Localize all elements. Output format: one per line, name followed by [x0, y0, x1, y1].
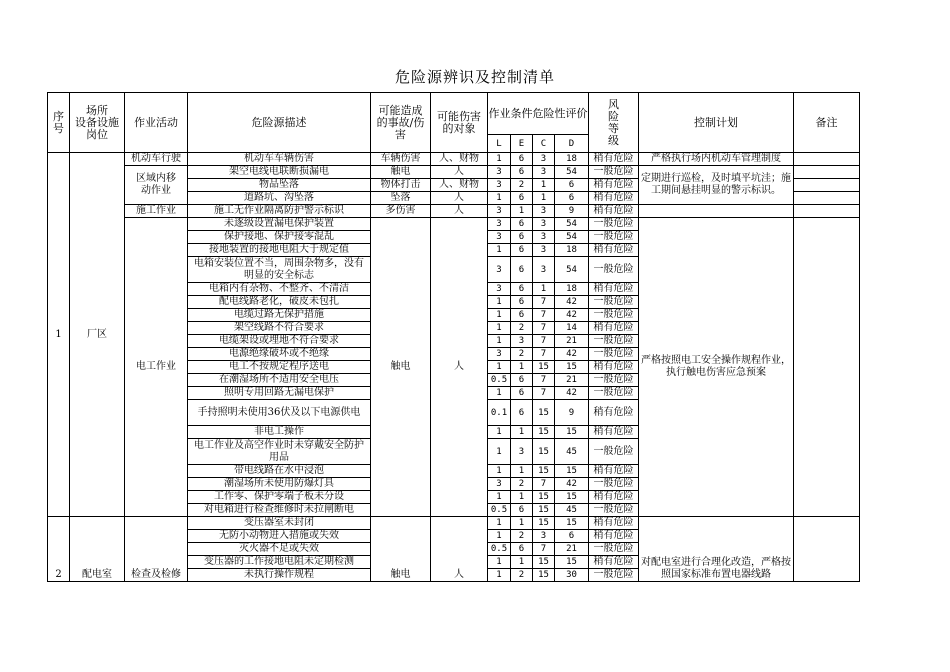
control-plan-cell	[639, 205, 794, 218]
table-row	[48, 517, 860, 530]
score-l-cell: 1	[488, 439, 511, 465]
score-l-cell: 1	[488, 192, 511, 205]
risk-level-cell: 稍有危险	[589, 283, 639, 296]
score-e-cell: 6	[511, 231, 533, 244]
score-c-cell: 3	[533, 166, 555, 179]
score-l-cell: 0.5	[488, 504, 511, 517]
risk-level-cell: 稍有危险	[589, 517, 639, 530]
header-activity: 作业活动	[125, 93, 188, 153]
risk-level-cell: 稍有危险	[589, 153, 639, 166]
header-e: E	[511, 135, 533, 153]
score-e-cell: 6	[511, 543, 533, 556]
score-d-cell: 42	[555, 348, 589, 361]
score-d-cell: 6	[555, 192, 589, 205]
score-c-cell: 7	[533, 478, 555, 491]
victim-cell: 人、财物	[431, 153, 488, 166]
score-c-cell: 3	[533, 153, 555, 166]
score-d-cell: 15	[555, 491, 589, 504]
score-e-cell: 2	[511, 179, 533, 192]
score-l-cell: 3	[488, 205, 511, 218]
seq-cell: 1	[48, 153, 70, 517]
hazard-cell: 电工不按规定程序送电	[188, 361, 371, 374]
hazard-cell: 照明专用回路无漏电保护	[188, 387, 371, 400]
score-e-cell: 6	[511, 374, 533, 387]
score-e-cell: 1	[511, 517, 533, 530]
score-d-cell: 42	[555, 478, 589, 491]
score-l-cell: 1	[488, 361, 511, 374]
score-e-cell: 3	[511, 335, 533, 348]
hazard-cell: 未执行操作规程	[188, 569, 371, 582]
hazard-cell: 物品坠落	[188, 179, 371, 192]
risk-level-cell: 一般危险	[589, 166, 639, 179]
hazard-cell: 道路坑、沟坠落	[188, 192, 371, 205]
header-l: L	[488, 135, 511, 153]
hazard-cell: 电箱安装位置不当，周围杂物多，没有明显的安全标志	[188, 257, 371, 283]
header-evaluation: 作业条件危险性评价	[488, 93, 589, 135]
risk-level-cell: 一般危险	[589, 504, 639, 517]
control-plan-cell: 严格按照电工安全操作规程作业，执行触电伤害应急预案	[639, 218, 794, 517]
hazard-cell: 非电工操作	[188, 426, 371, 439]
remark-cell	[794, 517, 860, 582]
hazard-cell: 未逐级设置漏电保护装置	[188, 218, 371, 231]
control-plan-cell: 定期进行巡检，及时填平坑洼；施工期间悬挂明显的警示标识。	[639, 166, 794, 205]
hazard-cell: 变压器室未封闭	[188, 517, 371, 530]
score-d-cell: 54	[555, 257, 589, 283]
table-row	[48, 218, 860, 231]
hazard-cell: 架空电线电联断损漏电	[188, 166, 371, 179]
score-l-cell: 3	[488, 218, 511, 231]
score-l-cell: 3	[488, 348, 511, 361]
risk-level-cell: 一般危险	[589, 335, 639, 348]
score-e-cell: 1	[511, 465, 533, 478]
risk-level-cell: 一般危险	[589, 257, 639, 283]
score-l-cell: 1	[488, 244, 511, 257]
score-e-cell: 2	[511, 569, 533, 582]
activity-cell: 区域内移 动作业	[125, 166, 188, 205]
risk-level-cell: 稍有危险	[589, 244, 639, 257]
score-e-cell: 6	[511, 192, 533, 205]
score-l-cell: 1	[488, 335, 511, 348]
score-d-cell: 15	[555, 517, 589, 530]
score-l-cell: 1	[488, 556, 511, 569]
score-e-cell: 2	[511, 322, 533, 335]
accident-cell: 触电	[371, 218, 431, 517]
score-l-cell: 1	[488, 530, 511, 543]
control-plan-cell: 严格执行场内机动车管理制度	[639, 153, 794, 166]
hazard-cell: 变压器的工作接地电阻未定期检测	[188, 556, 371, 569]
score-l-cell: 1	[488, 296, 511, 309]
hazard-cell: 配电线路老化，破皮未包扎	[188, 296, 371, 309]
header-control-plan: 控制计划	[639, 93, 794, 153]
risk-level-cell: 一般危险	[589, 478, 639, 491]
score-c-cell: 3	[533, 205, 555, 218]
score-c-cell: 7	[533, 296, 555, 309]
score-l-cell: 1	[488, 387, 511, 400]
score-l-cell: 1	[488, 465, 511, 478]
score-l-cell: 1	[488, 517, 511, 530]
score-c-cell: 15	[533, 465, 555, 478]
score-c-cell: 3	[533, 244, 555, 257]
hazard-cell: 电缆架设或埋地不符合要求	[188, 335, 371, 348]
risk-level-cell: 一般危险	[589, 348, 639, 361]
hazard-cell: 电缆过路无保护措施	[188, 309, 371, 322]
score-l-cell: 1	[488, 153, 511, 166]
score-d-cell: 15	[555, 361, 589, 374]
risk-level-cell: 稍有危险	[589, 179, 639, 192]
score-c-cell: 1	[533, 179, 555, 192]
score-d-cell: 54	[555, 231, 589, 244]
risk-level-cell: 一般危险	[589, 231, 639, 244]
remark-cell	[794, 166, 860, 179]
hazard-cell: 保护接地、保护接零混乱	[188, 231, 371, 244]
hazard-cell: 潮湿场所未使用防爆灯具	[188, 478, 371, 491]
score-e-cell: 6	[511, 218, 533, 231]
hazard-table	[47, 92, 860, 582]
hazard-cell: 电源绝缘破坏或不绝缘	[188, 348, 371, 361]
score-d-cell: 21	[555, 374, 589, 387]
score-d-cell: 9	[555, 400, 589, 426]
risk-level-cell: 稍有危险	[589, 556, 639, 569]
activity-cell: 电工作业	[125, 218, 188, 517]
score-e-cell: 6	[511, 309, 533, 322]
score-c-cell: 1	[533, 192, 555, 205]
accident-cell: 坠落	[371, 192, 431, 205]
score-d-cell: 42	[555, 387, 589, 400]
score-e-cell: 1	[511, 556, 533, 569]
header-location: 场所 设备设施 岗位	[70, 93, 125, 153]
score-c-cell: 15	[533, 400, 555, 426]
score-l-cell: 0.1	[488, 400, 511, 426]
score-e-cell: 6	[511, 283, 533, 296]
score-l-cell: 3	[488, 257, 511, 283]
score-e-cell: 6	[511, 504, 533, 517]
hazard-cell: 电箱内有杂物、不整齐、不清洁	[188, 283, 371, 296]
control-plan-cell: 对配电室进行合理化改造，严格按照国家标准布置电器线路	[639, 517, 794, 582]
score-l-cell: 3	[488, 478, 511, 491]
hazard-cell: 架空线路不符合要求	[188, 322, 371, 335]
score-e-cell: 1	[511, 491, 533, 504]
remark-cell	[794, 205, 860, 218]
score-e-cell: 6	[511, 296, 533, 309]
score-e-cell: 6	[511, 387, 533, 400]
score-d-cell: 30	[555, 569, 589, 582]
table-row	[48, 205, 860, 218]
score-e-cell: 2	[511, 478, 533, 491]
score-l-cell: 3	[488, 166, 511, 179]
risk-level-cell: 一般危险	[589, 374, 639, 387]
score-c-cell: 15	[533, 569, 555, 582]
score-l-cell: 1	[488, 309, 511, 322]
score-c-cell: 15	[533, 556, 555, 569]
score-c-cell: 7	[533, 309, 555, 322]
accident-cell: 触电	[371, 517, 431, 582]
score-e-cell: 1	[511, 426, 533, 439]
risk-level-cell: 一般危险	[589, 218, 639, 231]
score-c-cell: 7	[533, 387, 555, 400]
risk-level-cell: 一般危险	[589, 543, 639, 556]
victim-cell: 人	[431, 517, 488, 582]
location-cell: 厂区	[70, 153, 125, 517]
score-d-cell: 18	[555, 153, 589, 166]
remark-cell	[794, 153, 860, 166]
score-d-cell: 6	[555, 179, 589, 192]
score-c-cell: 15	[533, 517, 555, 530]
activity-cell: 施工作业	[125, 205, 188, 218]
score-d-cell: 54	[555, 218, 589, 231]
risk-level-cell: 一般危险	[589, 439, 639, 465]
score-c-cell: 7	[533, 322, 555, 335]
hazard-cell: 电工作业及高空作业时未穿戴安全防护用品	[188, 439, 371, 465]
header-accident: 可能造成 的事故/伤 害	[371, 93, 431, 153]
table-row	[48, 153, 860, 166]
header-victim: 可能伤害 的对象	[431, 93, 488, 153]
risk-level-cell: 稍有危险	[589, 205, 639, 218]
hazard-cell: 灭火器不足或失效	[188, 543, 371, 556]
score-d-cell: 21	[555, 335, 589, 348]
score-d-cell: 15	[555, 465, 589, 478]
accident-cell: 多伤害	[371, 205, 431, 218]
score-e-cell: 3	[511, 439, 533, 465]
risk-level-cell: 稍有危险	[589, 530, 639, 543]
score-c-cell: 15	[533, 504, 555, 517]
score-d-cell: 42	[555, 296, 589, 309]
score-l-cell: 1	[488, 569, 511, 582]
score-e-cell: 1	[511, 205, 533, 218]
score-d-cell: 6	[555, 530, 589, 543]
risk-level-cell: 稍有危险	[589, 322, 639, 335]
hazard-cell: 对电箱进行检查维修时未拉闸断电	[188, 504, 371, 517]
score-l-cell: 3	[488, 283, 511, 296]
hazard-cell: 在潮湿场所不适用安全电压	[188, 374, 371, 387]
score-d-cell: 18	[555, 283, 589, 296]
victim-cell: 人	[431, 218, 488, 517]
victim-cell: 人、财物	[431, 179, 488, 192]
header-risk-level: 风 险 等 级	[589, 93, 639, 153]
location-cell: 配电室	[70, 517, 125, 582]
score-c-cell: 7	[533, 348, 555, 361]
score-l-cell: 1	[488, 322, 511, 335]
victim-cell: 人	[431, 192, 488, 205]
activity-cell: 检查及检修	[125, 517, 188, 582]
seq-cell: 2	[48, 517, 70, 582]
score-e-cell: 2	[511, 348, 533, 361]
risk-level-cell: 一般危险	[589, 309, 639, 322]
remark-cell	[794, 179, 860, 192]
risk-level-cell: 稍有危险	[589, 426, 639, 439]
score-c-cell: 3	[533, 530, 555, 543]
hazard-cell: 无防小动物进入措施或失效	[188, 530, 371, 543]
header-d: D	[555, 135, 589, 153]
header-c: C	[533, 135, 555, 153]
accident-cell: 物体打击	[371, 179, 431, 192]
risk-level-cell: 一般危险	[589, 296, 639, 309]
score-l-cell: 1	[488, 491, 511, 504]
score-d-cell: 15	[555, 426, 589, 439]
score-d-cell: 21	[555, 543, 589, 556]
activity-cell: 机动车行驶	[125, 153, 188, 166]
risk-level-cell: 稍有危险	[589, 192, 639, 205]
header-remark: 备注	[794, 93, 860, 153]
hazard-cell: 施工无作业隔离防护警示标识	[188, 205, 371, 218]
score-d-cell: 45	[555, 439, 589, 465]
score-e-cell: 2	[511, 530, 533, 543]
score-l-cell: 0.5	[488, 374, 511, 387]
hazard-cell: 机动车车辆伤害	[188, 153, 371, 166]
risk-level-cell: 一般危险	[589, 387, 639, 400]
score-c-cell: 7	[533, 543, 555, 556]
victim-cell: 人	[431, 166, 488, 179]
score-e-cell: 6	[511, 166, 533, 179]
score-c-cell: 3	[533, 218, 555, 231]
page-title: 危险源辨识及控制清单	[394, 68, 555, 86]
remark-cell	[794, 192, 860, 205]
table-row	[48, 166, 860, 179]
risk-level-cell: 稍有危险	[589, 491, 639, 504]
score-c-cell: 7	[533, 374, 555, 387]
score-c-cell: 3	[533, 231, 555, 244]
score-e-cell: 6	[511, 153, 533, 166]
score-d-cell: 42	[555, 309, 589, 322]
score-c-cell: 7	[533, 335, 555, 348]
score-e-cell: 6	[511, 257, 533, 283]
score-l-cell: 3	[488, 231, 511, 244]
score-l-cell: 1	[488, 426, 511, 439]
score-c-cell: 1	[533, 283, 555, 296]
hazard-cell: 带电线路在水中浸泡	[188, 465, 371, 478]
victim-cell: 人	[431, 205, 488, 218]
hazard-cell: 工作零、保护零端子板未分设	[188, 491, 371, 504]
score-e-cell: 6	[511, 244, 533, 257]
score-d-cell: 54	[555, 166, 589, 179]
score-c-cell: 15	[533, 491, 555, 504]
remark-cell	[794, 218, 860, 517]
score-d-cell: 18	[555, 244, 589, 257]
score-d-cell: 9	[555, 205, 589, 218]
score-d-cell: 45	[555, 504, 589, 517]
score-c-cell: 15	[533, 361, 555, 374]
risk-level-cell: 一般危险	[589, 569, 639, 582]
hazard-cell: 手持照明未使用36伏及以下电源供电	[188, 400, 371, 426]
score-e-cell: 6	[511, 400, 533, 426]
header-hazard: 危险源描述	[188, 93, 371, 153]
score-d-cell: 15	[555, 556, 589, 569]
risk-level-cell: 稍有危险	[589, 400, 639, 426]
score-d-cell: 14	[555, 322, 589, 335]
accident-cell: 触电	[371, 166, 431, 179]
score-c-cell: 3	[533, 257, 555, 283]
score-e-cell: 1	[511, 361, 533, 374]
score-c-cell: 15	[533, 439, 555, 465]
table-body	[48, 153, 860, 582]
hazard-cell: 接地装置的接地电阻大于规定值	[188, 244, 371, 257]
risk-level-cell: 稍有危险	[589, 465, 639, 478]
score-c-cell: 15	[533, 426, 555, 439]
score-l-cell: 3	[488, 179, 511, 192]
risk-level-cell: 稍有危险	[589, 361, 639, 374]
score-l-cell: 0.5	[488, 543, 511, 556]
header-seq: 序号	[48, 93, 70, 153]
accident-cell: 车辆伤害	[371, 153, 431, 166]
